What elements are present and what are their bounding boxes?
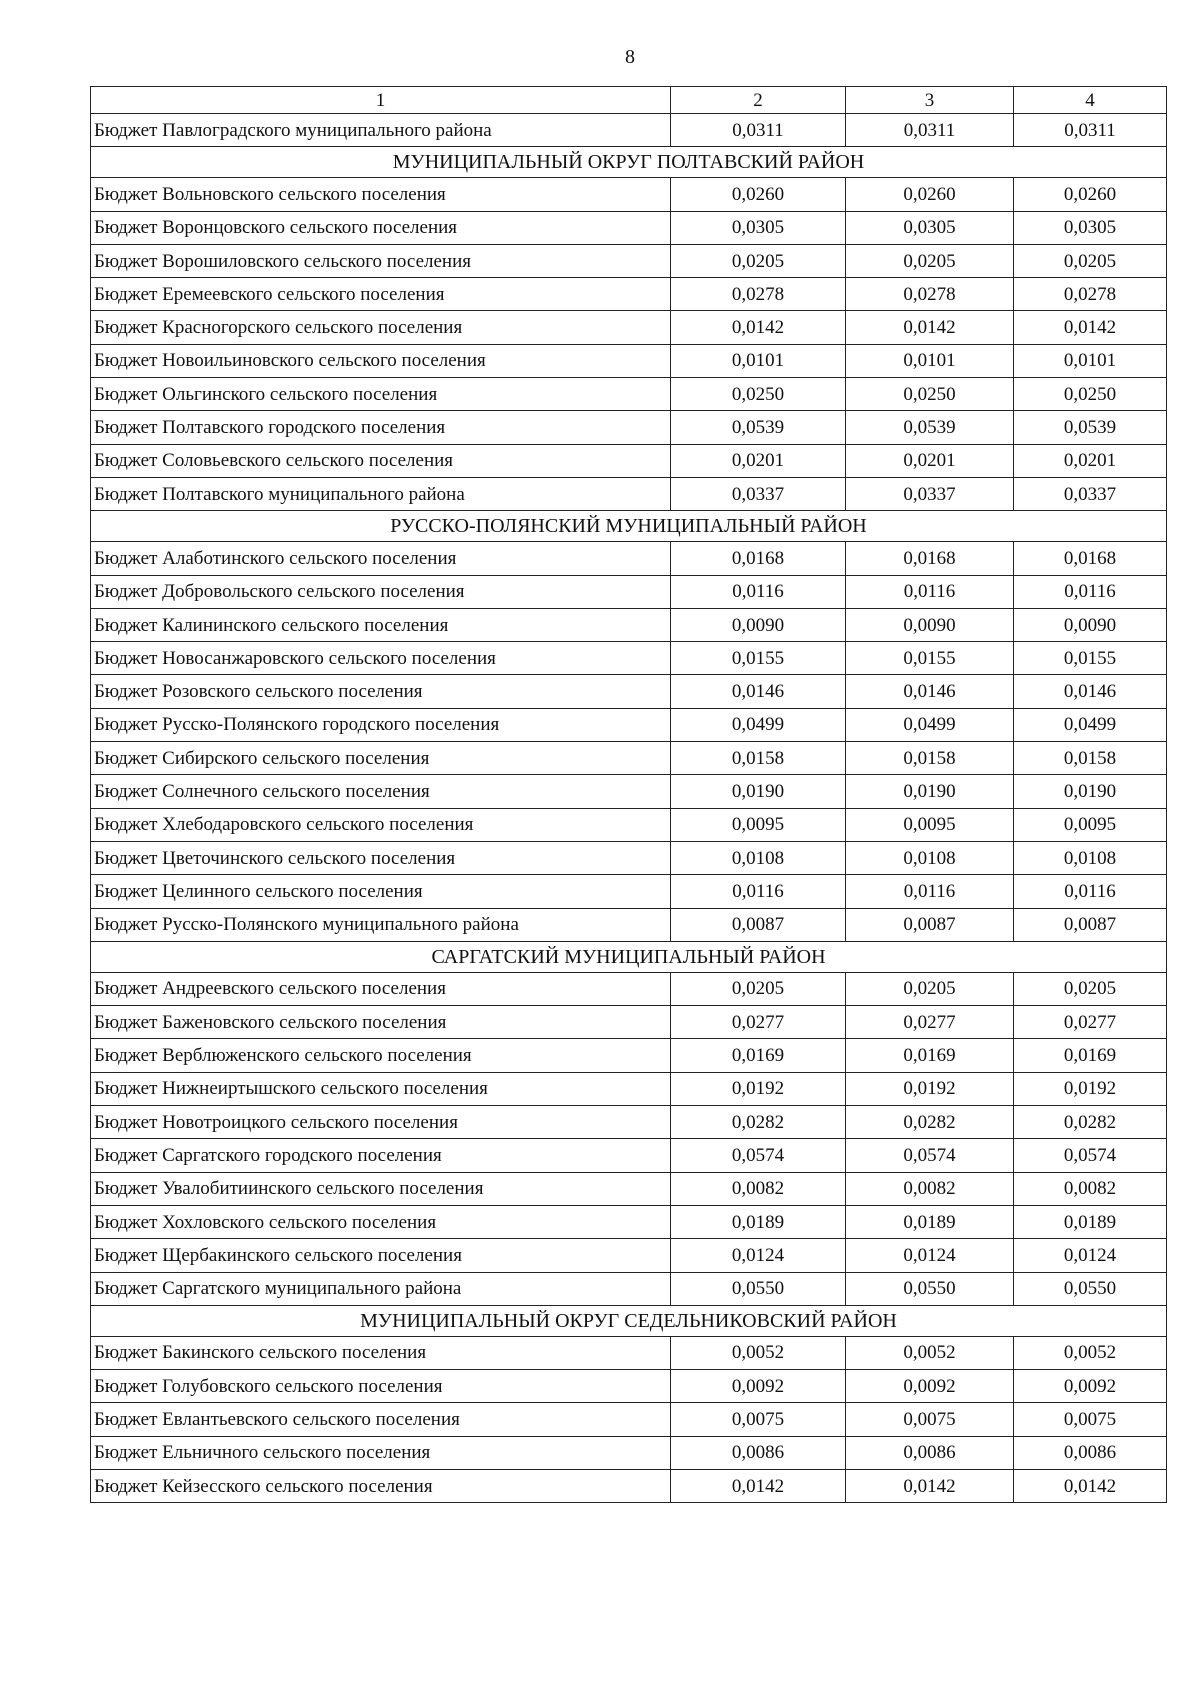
- value-cell-col-4: 0,0086: [1014, 1436, 1167, 1469]
- value-cell-col-2: 0,0090: [671, 608, 846, 641]
- value-cell-col-4: 0,0108: [1014, 841, 1167, 874]
- value-cell-col-3: 0,0155: [846, 642, 1014, 675]
- budget-name-cell: Бюджет Новосанжаровского сельского поселения: [91, 642, 671, 675]
- section-title: РУССКО-ПОЛЯНСКИЙ МУНИЦИПАЛЬНЫЙ РАЙОН: [91, 511, 1167, 542]
- value-cell-col-4: 0,0277: [1014, 1006, 1167, 1039]
- column-number-1: 1: [91, 87, 671, 114]
- budget-name-cell: Бюджет Русско-Полянского городского поселения: [91, 708, 671, 741]
- value-cell-col-2: 0,0550: [671, 1272, 846, 1305]
- value-cell-col-3: 0,0124: [846, 1239, 1014, 1272]
- table-row: [91, 908, 1167, 941]
- value-cell-col-2: 0,0052: [671, 1336, 846, 1369]
- budget-name-cell: Бюджет Русско-Полянского муниципального района: [91, 908, 671, 941]
- value-cell-col-2: 0,0146: [671, 675, 846, 708]
- value-cell-col-4: 0,0190: [1014, 775, 1167, 808]
- column-number-3: 3: [846, 87, 1014, 114]
- table-row: [91, 1436, 1167, 1469]
- value-cell-col-3: 0,0189: [846, 1205, 1014, 1238]
- value-cell-col-2: 0,0192: [671, 1072, 846, 1105]
- budget-name-cell: Бюджет Соловьевского сельского поселения: [91, 444, 671, 477]
- value-cell-col-4: 0,0539: [1014, 411, 1167, 444]
- table-row: [91, 244, 1167, 277]
- value-cell-col-2: 0,0116: [671, 875, 846, 908]
- value-cell-col-3: 0,0101: [846, 344, 1014, 377]
- value-cell-col-2: 0,0075: [671, 1403, 846, 1436]
- table-row: [91, 1106, 1167, 1139]
- budget-name-cell: Бюджет Ельничного сельского поселения: [91, 1436, 671, 1469]
- table-row: [91, 642, 1167, 675]
- column-number-2: 2: [671, 87, 846, 114]
- budget-name-cell: Бюджет Ольгинского сельского поселения: [91, 378, 671, 411]
- value-cell-col-4: 0,0095: [1014, 808, 1167, 841]
- value-cell-col-4: 0,0052: [1014, 1336, 1167, 1369]
- value-cell-col-4: 0,0499: [1014, 708, 1167, 741]
- value-cell-col-3: 0,0075: [846, 1403, 1014, 1436]
- table-row: [91, 1336, 1167, 1369]
- table-row: [91, 875, 1167, 908]
- section-title: САРГАТСКИЙ МУНИЦИПАЛЬНЫЙ РАЙОН: [91, 941, 1167, 972]
- section-title: МУНИЦИПАЛЬНЫЙ ОКРУГ ПОЛТАВСКИЙ РАЙОН: [91, 147, 1167, 178]
- value-cell-col-4: 0,0090: [1014, 608, 1167, 641]
- value-cell-col-4: 0,0082: [1014, 1172, 1167, 1205]
- value-cell-col-2: 0,0142: [671, 311, 846, 344]
- value-cell-col-4: 0,0168: [1014, 542, 1167, 575]
- value-cell-col-3: 0,0052: [846, 1336, 1014, 1369]
- value-cell-col-4: 0,0101: [1014, 344, 1167, 377]
- budget-name-cell: Бюджет Добровольского сельского поселения: [91, 575, 671, 608]
- budget-name-cell: Бюджет Калининского сельского поселения: [91, 608, 671, 641]
- value-cell-col-3: 0,0082: [846, 1172, 1014, 1205]
- value-cell-col-3: 0,0158: [846, 742, 1014, 775]
- budget-name-cell: Бюджет Верблюженского сельского поселения: [91, 1039, 671, 1072]
- value-cell-col-4: 0,0311: [1014, 114, 1167, 147]
- value-cell-col-4: 0,0142: [1014, 1469, 1167, 1502]
- value-cell-col-4: 0,0192: [1014, 1072, 1167, 1105]
- value-cell-col-3: 0,0260: [846, 178, 1014, 211]
- value-cell-col-2: 0,0124: [671, 1239, 846, 1272]
- value-cell-col-3: 0,0305: [846, 211, 1014, 244]
- table-row: [91, 211, 1167, 244]
- value-cell-col-2: 0,0087: [671, 908, 846, 941]
- value-cell-col-2: 0,0095: [671, 808, 846, 841]
- value-cell-col-3: 0,0116: [846, 575, 1014, 608]
- value-cell-col-4: 0,0158: [1014, 742, 1167, 775]
- table-row: [91, 344, 1167, 377]
- value-cell-col-4: 0,0205: [1014, 972, 1167, 1005]
- table-row: [91, 1139, 1167, 1172]
- page-number: 8: [625, 46, 635, 68]
- budget-name-cell: Бюджет Саргатского городского поселения: [91, 1139, 671, 1172]
- value-cell-col-2: 0,0260: [671, 178, 846, 211]
- value-cell-col-2: 0,0282: [671, 1106, 846, 1139]
- budget-name-cell: Бюджет Бакинского сельского поселения: [91, 1336, 671, 1369]
- budget-name-cell: Бюджет Алаботинского сельского поселения: [91, 542, 671, 575]
- budget-name-cell: Бюджет Солнечного сельского поселения: [91, 775, 671, 808]
- budget-name-cell: Бюджет Цветочинского сельского поселения: [91, 841, 671, 874]
- budget-share-table: [90, 86, 1167, 1503]
- value-cell-col-3: 0,0087: [846, 908, 1014, 941]
- value-cell-col-3: 0,0282: [846, 1106, 1014, 1139]
- value-cell-col-3: 0,0095: [846, 808, 1014, 841]
- value-cell-col-4: 0,0075: [1014, 1403, 1167, 1436]
- value-cell-col-3: 0,0146: [846, 675, 1014, 708]
- value-cell-col-2: 0,0101: [671, 344, 846, 377]
- budget-name-cell: Бюджет Увалобитиинского сельского поселения: [91, 1172, 671, 1205]
- section-header-row: [91, 1305, 1167, 1336]
- table-row: [91, 311, 1167, 344]
- value-cell-col-3: 0,0550: [846, 1272, 1014, 1305]
- value-cell-col-4: 0,0282: [1014, 1106, 1167, 1139]
- table-row: [91, 1469, 1167, 1502]
- value-cell-col-4: 0,0116: [1014, 875, 1167, 908]
- table-row: [91, 178, 1167, 211]
- section-header-row: [91, 147, 1167, 178]
- budget-name-cell: Бюджет Сибирского сельского поселения: [91, 742, 671, 775]
- value-cell-col-2: 0,0086: [671, 1436, 846, 1469]
- value-cell-col-2: 0,0311: [671, 114, 846, 147]
- value-cell-col-2: 0,0169: [671, 1039, 846, 1072]
- value-cell-col-4: 0,0250: [1014, 378, 1167, 411]
- value-cell-col-4: 0,0201: [1014, 444, 1167, 477]
- budget-name-cell: Бюджет Андреевского сельского поселения: [91, 972, 671, 1005]
- value-cell-col-2: 0,0574: [671, 1139, 846, 1172]
- value-cell-col-4: 0,0142: [1014, 311, 1167, 344]
- value-cell-col-3: 0,0539: [846, 411, 1014, 444]
- value-cell-col-2: 0,0539: [671, 411, 846, 444]
- table-row: [91, 1172, 1167, 1205]
- budget-name-cell: Бюджет Воронцовского сельского поселения: [91, 211, 671, 244]
- value-cell-col-4: 0,0574: [1014, 1139, 1167, 1172]
- table-row: [91, 608, 1167, 641]
- table-row: [91, 411, 1167, 444]
- value-cell-col-3: 0,0574: [846, 1139, 1014, 1172]
- table-row: [91, 742, 1167, 775]
- column-number-4: 4: [1014, 87, 1167, 114]
- value-cell-col-4: 0,0124: [1014, 1239, 1167, 1272]
- value-cell-col-3: 0,0168: [846, 542, 1014, 575]
- value-cell-col-3: 0,0169: [846, 1039, 1014, 1072]
- value-cell-col-3: 0,0337: [846, 477, 1014, 510]
- value-cell-col-2: 0,0116: [671, 575, 846, 608]
- table-body: [91, 87, 1167, 1503]
- table-row: [91, 1006, 1167, 1039]
- table-row: [91, 1403, 1167, 1436]
- value-cell-col-3: 0,0205: [846, 244, 1014, 277]
- value-cell-col-2: 0,0250: [671, 378, 846, 411]
- value-cell-col-3: 0,0108: [846, 841, 1014, 874]
- value-cell-col-4: 0,0205: [1014, 244, 1167, 277]
- value-cell-col-2: 0,0205: [671, 244, 846, 277]
- value-cell-col-3: 0,0116: [846, 875, 1014, 908]
- value-cell-col-2: 0,0108: [671, 841, 846, 874]
- budget-name-cell: Бюджет Розовского сельского поселения: [91, 675, 671, 708]
- table-row: [91, 972, 1167, 1005]
- value-cell-col-3: 0,0205: [846, 972, 1014, 1005]
- budget-name-cell: Бюджет Павлоградского муниципального района: [91, 114, 671, 147]
- value-cell-col-2: 0,0158: [671, 742, 846, 775]
- budget-name-cell: Бюджет Новотроицкого сельского поселения: [91, 1106, 671, 1139]
- budget-name-cell: Бюджет Вольновского сельского поселения: [91, 178, 671, 211]
- table-row: [91, 675, 1167, 708]
- budget-name-cell: Бюджет Новоильиновского сельского поселения: [91, 344, 671, 377]
- budget-name-cell: Бюджет Красногорского сельского поселения: [91, 311, 671, 344]
- value-cell-col-4: 0,0189: [1014, 1205, 1167, 1238]
- value-cell-col-4: 0,0169: [1014, 1039, 1167, 1072]
- budget-name-cell: Бюджет Евлантьевского сельского поселения: [91, 1403, 671, 1436]
- table-row: [91, 542, 1167, 575]
- value-cell-col-2: 0,0168: [671, 542, 846, 575]
- budget-name-cell: Бюджет Полтавского муниципального района: [91, 477, 671, 510]
- section-header-row: [91, 511, 1167, 542]
- value-cell-col-2: 0,0092: [671, 1370, 846, 1403]
- value-cell-col-4: 0,0087: [1014, 908, 1167, 941]
- budget-name-cell: Бюджет Саргатского муниципального района: [91, 1272, 671, 1305]
- value-cell-col-4: 0,0337: [1014, 477, 1167, 510]
- table-row: [91, 575, 1167, 608]
- budget-name-cell: Бюджет Хлебодаровского сельского поселения: [91, 808, 671, 841]
- value-cell-col-4: 0,0260: [1014, 178, 1167, 211]
- budget-name-cell: Бюджет Ворошиловского сельского поселения: [91, 244, 671, 277]
- budget-name-cell: Бюджет Голубовского сельского поселения: [91, 1370, 671, 1403]
- budget-name-cell: Бюджет Еремеевского сельского поселения: [91, 278, 671, 311]
- value-cell-col-3: 0,0086: [846, 1436, 1014, 1469]
- value-cell-col-3: 0,0311: [846, 114, 1014, 147]
- section-title: МУНИЦИПАЛЬНЫЙ ОКРУГ СЕДЕЛЬНИКОВСКИЙ РАЙОН: [91, 1305, 1167, 1336]
- budget-name-cell: Бюджет Полтавского городского поселения: [91, 411, 671, 444]
- value-cell-col-2: 0,0142: [671, 1469, 846, 1502]
- value-cell-col-3: 0,0277: [846, 1006, 1014, 1039]
- value-cell-col-2: 0,0277: [671, 1006, 846, 1039]
- budget-name-cell: Бюджет Хохловского сельского поселения: [91, 1205, 671, 1238]
- table-row: [91, 378, 1167, 411]
- section-header-row: [91, 941, 1167, 972]
- value-cell-col-2: 0,0337: [671, 477, 846, 510]
- table-row: [91, 1239, 1167, 1272]
- table-row: [91, 444, 1167, 477]
- value-cell-col-4: 0,0155: [1014, 642, 1167, 675]
- value-cell-col-2: 0,0189: [671, 1205, 846, 1238]
- table-row: [91, 841, 1167, 874]
- budget-name-cell: Бюджет Нижнеиртышского сельского поселения: [91, 1072, 671, 1105]
- value-cell-col-4: 0,0550: [1014, 1272, 1167, 1305]
- value-cell-col-2: 0,0190: [671, 775, 846, 808]
- value-cell-col-3: 0,0142: [846, 311, 1014, 344]
- value-cell-col-2: 0,0082: [671, 1172, 846, 1205]
- value-cell-col-3: 0,0250: [846, 378, 1014, 411]
- value-cell-col-3: 0,0192: [846, 1072, 1014, 1105]
- value-cell-col-3: 0,0499: [846, 708, 1014, 741]
- table-row: [91, 775, 1167, 808]
- value-cell-col-2: 0,0155: [671, 642, 846, 675]
- value-cell-col-4: 0,0146: [1014, 675, 1167, 708]
- value-cell-col-4: 0,0092: [1014, 1370, 1167, 1403]
- value-cell-col-2: 0,0201: [671, 444, 846, 477]
- table-row: [91, 1272, 1167, 1305]
- value-cell-col-3: 0,0090: [846, 608, 1014, 641]
- budget-name-cell: Бюджет Щербакинского сельского поселения: [91, 1239, 671, 1272]
- value-cell-col-3: 0,0201: [846, 444, 1014, 477]
- value-cell-col-2: 0,0278: [671, 278, 846, 311]
- table-row: [91, 1072, 1167, 1105]
- value-cell-col-3: 0,0278: [846, 278, 1014, 311]
- table-row: [91, 114, 1167, 147]
- value-cell-col-4: 0,0116: [1014, 575, 1167, 608]
- table-row: [91, 1370, 1167, 1403]
- column-number-header-row: [91, 87, 1167, 114]
- table-row: [91, 808, 1167, 841]
- budget-name-cell: Бюджет Баженовского сельского поселения: [91, 1006, 671, 1039]
- table-row: [91, 278, 1167, 311]
- value-cell-col-4: 0,0305: [1014, 211, 1167, 244]
- value-cell-col-3: 0,0190: [846, 775, 1014, 808]
- table-row: [91, 1039, 1167, 1072]
- value-cell-col-4: 0,0278: [1014, 278, 1167, 311]
- value-cell-col-2: 0,0305: [671, 211, 846, 244]
- table-row: [91, 1205, 1167, 1238]
- budget-name-cell: Бюджет Кейзесского сельского поселения: [91, 1469, 671, 1502]
- table-row: [91, 708, 1167, 741]
- value-cell-col-3: 0,0142: [846, 1469, 1014, 1502]
- budget-name-cell: Бюджет Целинного сельского поселения: [91, 875, 671, 908]
- value-cell-col-2: 0,0499: [671, 708, 846, 741]
- table-row: [91, 477, 1167, 510]
- value-cell-col-2: 0,0205: [671, 972, 846, 1005]
- value-cell-col-3: 0,0092: [846, 1370, 1014, 1403]
